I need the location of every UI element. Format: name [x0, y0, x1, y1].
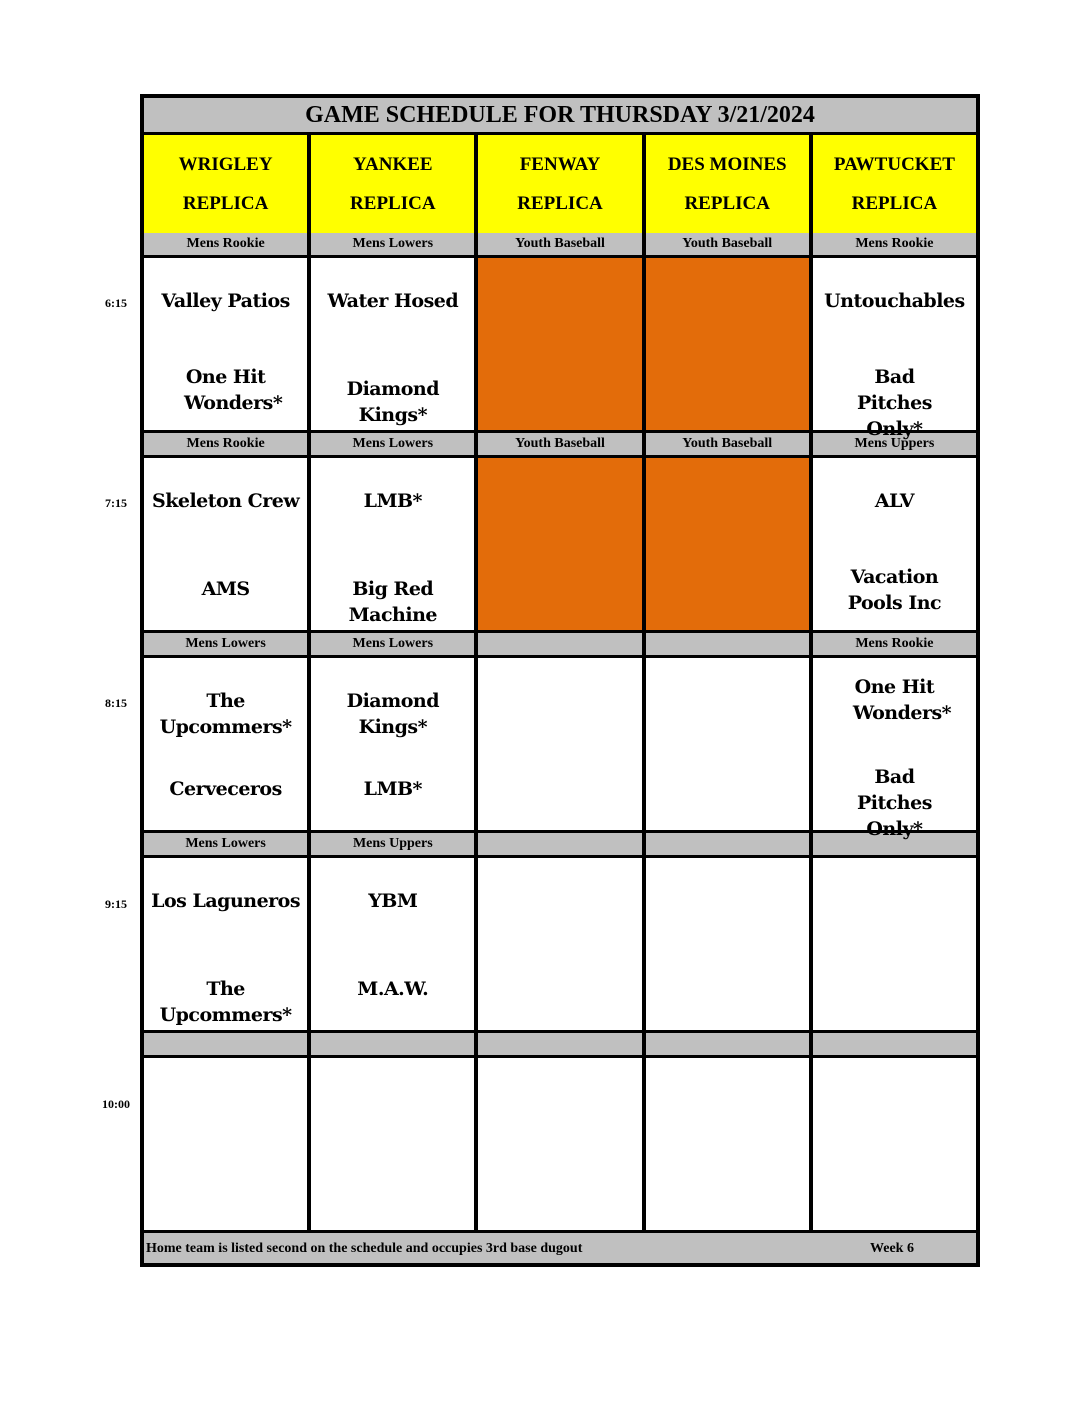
division-label: Mens Rookie [813, 233, 976, 255]
field-name: PAWTUCKET [833, 153, 955, 175]
game-cell [646, 858, 809, 1030]
field-name: YANKEE [353, 153, 433, 175]
division-label: Youth Baseball [478, 233, 641, 255]
time-label: 10:00 [102, 1097, 130, 1111]
game-cell [813, 1058, 976, 1230]
away-team: The Upcommers* [159, 690, 292, 738]
home-team: LMB* [363, 778, 422, 800]
blocked-field-cell [478, 258, 641, 430]
division-label: Mens Uppers [311, 833, 474, 855]
field-header-1 [311, 135, 474, 233]
game-cell [813, 858, 976, 1030]
home-team: One Hit Wonders* [184, 366, 283, 414]
game-cell [144, 458, 307, 630]
game-row [144, 658, 976, 840]
field-sub: REPLICA [517, 192, 603, 214]
away-team: Diamond Kings* [346, 690, 439, 738]
division-label: Mens Lowers [144, 833, 307, 855]
division-label [646, 633, 809, 655]
field-header-0 [144, 135, 307, 233]
away-team: Water Hosed [327, 290, 459, 312]
game-cell [144, 858, 307, 1030]
home-team: Vacation Pools Inc [847, 566, 942, 614]
game-cell [311, 858, 474, 1030]
schedule-title: GAME SCHEDULE FOR THURSDAY 3/21/2024 [144, 98, 976, 132]
game-cell [646, 658, 809, 830]
game-cell [813, 458, 976, 630]
field-sub: REPLICA [684, 192, 770, 214]
field-sub: REPLICA [851, 192, 938, 214]
division-label: Youth Baseball [646, 233, 809, 255]
game-cell [478, 1058, 641, 1230]
game-cell [646, 1058, 809, 1230]
field-name: FENWAY [519, 153, 601, 175]
division-row [144, 1033, 976, 1055]
game-cell [144, 258, 307, 430]
home-team: Diamond Kings* [346, 378, 439, 426]
home-team: AMS [201, 578, 250, 600]
away-team: Valley Patios [161, 290, 290, 312]
time-label: 8:15 [105, 696, 127, 710]
home-team: Big Red Machine [348, 578, 437, 626]
blocked-field-cell [646, 458, 809, 630]
away-team: Los Laguneros [151, 890, 301, 912]
blocked-field-cell [646, 258, 809, 430]
division-label: Mens Lowers [311, 233, 474, 255]
game-row [144, 858, 976, 1030]
field-header-4 [813, 135, 976, 233]
time-label: 7:15 [105, 496, 127, 510]
field-sub: REPLICA [182, 192, 269, 214]
away-team: One Hit Wonders* [852, 676, 952, 724]
home-team-note: Home team is listed second on the schedule and occupies 3rd base dugout [146, 1241, 583, 1256]
home-team: The Upcommers* [159, 978, 292, 1026]
field-header-2 [478, 135, 641, 233]
division-label: Youth Baseball [646, 433, 809, 455]
field-name: DES MOINES [667, 153, 787, 175]
division-label [813, 1033, 976, 1055]
home-team: Bad Pitches Only* [856, 366, 932, 440]
home-team: Bad Pitches Only* [856, 766, 932, 840]
game-cell [311, 458, 474, 630]
field-name: WRIGLEY [178, 153, 273, 175]
division-label [478, 633, 641, 655]
game-cell [311, 258, 474, 430]
week-label: Week 6 [870, 1241, 914, 1256]
away-team: Skeleton Crew [151, 490, 300, 512]
game-cell [478, 658, 641, 830]
game-row [144, 458, 976, 630]
time-label: 9:15 [105, 897, 127, 911]
home-team: Cerveceros [169, 778, 282, 800]
away-team: YBM [368, 890, 418, 912]
division-label: Mens Rookie [813, 633, 976, 655]
away-team: LMB* [363, 490, 422, 512]
division-label [646, 1033, 809, 1055]
time-slots [144, 233, 976, 1230]
field-header-row [144, 135, 976, 233]
division-label [144, 1033, 307, 1055]
game-cell [311, 1058, 474, 1230]
game-row [144, 258, 976, 440]
division-row [144, 633, 976, 655]
division-row [144, 233, 976, 255]
schedule-table [140, 94, 980, 1267]
division-label [646, 833, 809, 855]
blocked-field-cell [478, 458, 641, 630]
game-cell [144, 658, 307, 830]
game-row [144, 1058, 976, 1230]
division-label [478, 1033, 641, 1055]
division-label [311, 1033, 474, 1055]
away-team: Untouchables [824, 290, 965, 312]
game-cell [813, 258, 976, 440]
game-cell [813, 658, 976, 840]
division-label: Mens Lowers [144, 633, 307, 655]
division-label: Youth Baseball [478, 433, 641, 455]
division-label: Mens Lowers [311, 633, 474, 655]
division-label: Mens Rookie [144, 433, 307, 455]
game-cell [311, 658, 474, 830]
division-label [478, 833, 641, 855]
field-header-3 [646, 135, 809, 233]
division-label: Mens Lowers [311, 433, 474, 455]
game-cell [144, 1058, 307, 1230]
game-cell [478, 858, 641, 1030]
division-label: Mens Rookie [144, 233, 307, 255]
time-label: 6:15 [105, 296, 127, 310]
field-sub: REPLICA [350, 192, 436, 214]
schedule-footer [144, 1233, 976, 1263]
home-team: M.A.W. [357, 978, 429, 1000]
division-label: Mens Uppers [813, 433, 976, 455]
away-team: ALV [874, 490, 914, 512]
